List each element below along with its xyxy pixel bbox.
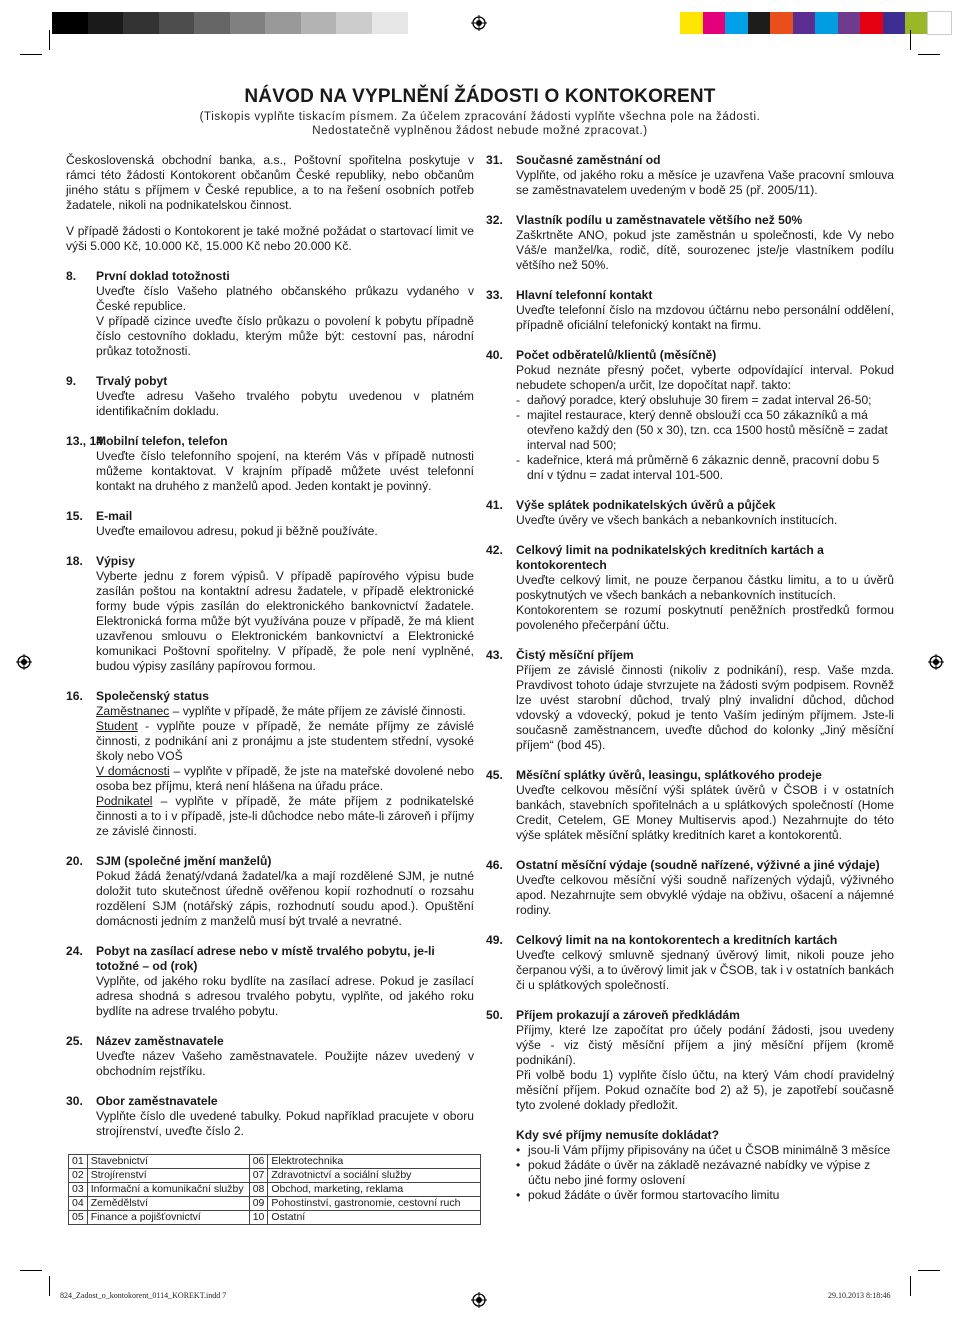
grayscale-bar (52, 12, 407, 34)
table-row (69, 1197, 481, 1211)
section-heading: SJM (společné jmění manželů) (96, 854, 272, 868)
section-text: Vyplňte číslo dle uvedené tabulky. Pokud například pracujete v oboru strojírenství, uveďte číslo 2. (96, 1109, 474, 1138)
sector-cell: Zemědělství (87, 1197, 249, 1211)
code-cell: 08 (249, 1183, 268, 1197)
example-item: - majitel restaurace, který denně obslouží cca 50 zákazníků a má otevřeno každý den (50 x 30), tzn. cca 1500 hostů měsíčně = zadat interval nad 500; (516, 408, 894, 453)
section-9 (66, 374, 474, 419)
gray-swatch (301, 12, 337, 34)
section-number: 40. (486, 348, 503, 362)
intro-startovaci-limit: V případě žádosti o Kontokorent je také možné požádat o startovací limit ve výši 5.000 Kč, 10.000 Kč, 15.000 Kč nebo 20.000 Kč. (66, 224, 474, 253)
section-45 (486, 768, 894, 843)
section-heading: Pobyt na zasílací adrese nebo v místě trvalého pobytu, je-li totožné – od (rok) (96, 944, 435, 973)
page-title: NÁVOD NA VYPLNĚNÍ ŽÁDOSTI O KONTOKORENT (244, 86, 716, 107)
section-heading: Název zaměstnavatele (96, 1034, 224, 1048)
table-row (69, 1155, 481, 1169)
gray-swatch (372, 12, 408, 34)
section-41 (486, 498, 894, 528)
section-text: Uveďte číslo Vašeho platného občanského průkazu vydaného v České republice. (96, 284, 474, 313)
section-16 (66, 689, 474, 839)
code-cell: 03 (69, 1183, 88, 1197)
code-cell: 10 (249, 1211, 268, 1225)
section-heading: Měsíční splátky úvěrů, leasingu, splátkového prodeje (516, 768, 822, 782)
registration-mark-icon (928, 654, 944, 670)
section-text: Pokud žádá ženatý/vdaná žadatel/ka a mají rozdělené SJM, je nutné doložit tuto skutečnost úředně ověřenou kopií rozhodnutí o rozsahu rozdělení SJM (notářský zápis, rozhodnutí soudu apod.). Opuštění domácnosti jedním z manželů musí být trvalé a nevratné. (96, 869, 474, 928)
section-heading: Celkový limit na na kontokorentech a kreditních kartách (516, 933, 838, 947)
registration-mark-icon (471, 15, 487, 31)
status-employee (96, 704, 474, 719)
crop-mark (910, 1276, 911, 1296)
intro-paragraph: Československá obchodní banka, a.s., Poštovní spořitelna poskytuje v rámci této žádosti Kontokorent občanům České republiky, nebo občanům jiného státu s příjmem v České republice, a to na řešení osobních potřeb žadatele, nikoli na podnikatelskou činnost. (66, 153, 474, 212)
sector-cell: Stavebnictví (87, 1155, 249, 1169)
section-heading: Ostatní měsíční výdaje (soudně nařízené, výživné a jiné výdaje) (516, 858, 880, 872)
table-row (69, 1169, 481, 1183)
status-term: Podnikatel (96, 794, 153, 808)
right-column (486, 153, 894, 1203)
exemption-item: • pokud žádáte o úvěr na základě nezávazné nabídky ve výpise z účtu nebo jiné formy oslovení (516, 1158, 894, 1188)
gray-swatch (159, 12, 195, 34)
crop-mark (20, 54, 42, 55)
sector-cell: Pohostinství, gastronomie, cestovní ruch (268, 1197, 481, 1211)
footer-timestamp: 29.10.2013 8:18:46 (828, 1291, 891, 1300)
crop-mark (918, 1270, 940, 1271)
section-number: 42. (486, 543, 503, 557)
left-column (66, 153, 474, 1139)
section-text: V případě cizince uveďte číslo průkazu o povolení k pobytu případně číslo cestovního dokladu, kterým může být: cestovní pas, národní průkaz totožnosti. (96, 314, 474, 358)
section-text: Při volbě bodu 1) vyplňte číslo účtu, na který Vám chodí pravidelný měsíční příjem. Pokud označíte bod 2) až 5), je zapotřebí současně tyto zvolené doklady předložit. (516, 1068, 894, 1112)
color-swatch (928, 12, 951, 34)
section-text: Uveďte číslo telefonního spojení, na kterém Vás v případě nutnosti můžeme kontaktovat. V krajním případě můžete uvést telefonní kontakt na druhého z manželů apod. Jeden kontakt je povinný. (96, 449, 474, 493)
section-heading: První doklad totožnosti (96, 269, 230, 283)
section-heading: Celkový limit na podnikatelských kreditních kartách a kontokorentech (516, 543, 824, 572)
crop-mark (49, 30, 50, 50)
gray-swatch (230, 12, 266, 34)
color-swatch (770, 12, 793, 34)
color-swatch (725, 12, 748, 34)
crop-mark (910, 30, 911, 50)
section-text: Uveďte adresu Vašeho trvalého pobytu uvedenou v platném identifikačním dokladu. (96, 389, 474, 418)
section-8 (66, 269, 474, 359)
section-number: 41. (486, 498, 503, 512)
section-15 (66, 509, 474, 539)
gray-swatch (123, 12, 159, 34)
section-text: Uveďte celkovou měsíční výši splátek úvěrů v ČSOB i v ostatních bankách, stavebních spořitelnách a u splátkových společností (Home Credit, Cetelem, GE Money Multiservis apod.) Nezahrnujte do této výše splátek měsíční splátky kreditních karet a kontokorentů. (516, 783, 894, 842)
section-number: 8. (66, 269, 77, 283)
section-49 (486, 933, 894, 993)
status-household (96, 764, 474, 794)
section-heading: Čistý měsíční příjem (516, 648, 634, 662)
section-number: 32. (486, 213, 503, 227)
section-number: 24. (66, 944, 83, 958)
section-heading: Počet odběratelů/klientů (měsíčně) (516, 348, 717, 362)
status-term: Zaměstnanec (96, 704, 170, 718)
code-cell: 04 (69, 1197, 88, 1211)
section-13-14 (66, 434, 474, 494)
color-swatch (883, 12, 906, 34)
section-50 (486, 1008, 894, 1113)
crop-mark (49, 1276, 50, 1296)
section-heading: Společenský status (96, 689, 209, 703)
section-number: 46. (486, 858, 503, 872)
sector-code-table (68, 1154, 481, 1225)
section-heading: Současné zaměstnání od (516, 153, 661, 167)
gray-swatch (88, 12, 124, 34)
section-number: 16. (66, 689, 83, 703)
status-description: – vyplňte v případě, že máte příjem ze závislé činnosti. (169, 704, 466, 718)
exemptions-heading: Kdy své příjmy nemusíte dokládat? (516, 1128, 719, 1142)
section-number: 25. (66, 1034, 83, 1048)
section-heading: Výše splátek podnikatelských úvěrů a půjček (516, 498, 776, 512)
color-swatch (905, 12, 928, 34)
section-31 (486, 153, 894, 198)
section-text: Uveďte úvěry ve všech bankách a nebankovních institucích. (516, 513, 838, 527)
section-text: Uveďte celkový smluvně sjednaný úvěrový limit, nikoli pouze jeho čerpanou výši, a to úvěrový limit jak v ČSOB, tak i v ostatních bankách či u splátkových společností. (516, 948, 894, 992)
color-swatch (815, 12, 838, 34)
section-33 (486, 288, 894, 333)
status-description: – vyplňte v případě, že jste na mateřské dovolené nebo osoba bez příjmu, která není hlášena na úřadu práce. (96, 764, 474, 793)
table-row (69, 1183, 481, 1197)
section-40 (486, 348, 894, 483)
exemption-item: • jsou-li Vám příjmy připisovány na účet u ČSOB minimálně 3 měsíce (516, 1143, 894, 1158)
status-description: – vyplňte v případě, že máte příjem z podnikatelské činnosti a to i v případě, jste-li důchodce nebo máte-li zároveň i příjmy ze závislé činnosti. (96, 794, 474, 838)
color-swatch (838, 12, 861, 34)
section-number: 15. (66, 509, 83, 523)
section-text: Vyberte jednu z forem výpisů. V případě papírového výpisu bude zasílán poštou na kontaktní adresu žadatele, v případě elektronické formy bude výpis zasílán do elektronického bankovnictví žadatele. Elektronická forma může být využívána pouze v případě, že má klient uzavřenou smlouvu o Elektronickém bankovnictví a Elektronické komunikaci Poštovní spořitelny. V případě, že pole není vyplněné, budou výpisy zasílány papírovou formou. (96, 569, 474, 673)
section-text: Uveďte emailovou adresu, pokud ji běžně používáte. (96, 524, 378, 538)
gray-swatch (336, 12, 372, 34)
section-number: 33. (486, 288, 503, 302)
sector-cell: Finance a pojišťovnictví (87, 1211, 249, 1225)
section-number: 30. (66, 1094, 83, 1108)
section-number: 13., 14. (66, 434, 107, 448)
sector-cell: Strojírenství (87, 1169, 249, 1183)
section-text: Příjmy, které lze započítat pro účely podání žádosti, jsou uvedeny výše - viz čistý měsíční příjem a jiný měsíční příjem (kromě podnikání). (516, 1023, 894, 1067)
color-swatch (703, 12, 726, 34)
status-term: V domácnosti (96, 764, 170, 778)
gray-swatch (265, 12, 301, 34)
section-text: Příjem ze závislé činnosti (nikoliv z podnikání), resp. Vaše mzda. Pravdivost tohoto údaje stvrzujete na žádosti svým podpisem. Rovněž lze uvést starobní důchod, trvalý plný invalidní důchod, důchod vdovský a vdovecký, pokud je tento Vaším jediným příjmem. Jste-li současně zaměstnancem, uveďte důchod do kolonky „Jiný měsíční příjem“ (bod 45). (516, 663, 894, 752)
section-text: Pokud neznáte přesný počet, vyberte odpovídající interval. Pokud nebudete schopen/a určit, lze dopočítat např. takto: (516, 363, 894, 392)
color-swatch (680, 12, 703, 34)
section-30 (66, 1094, 474, 1139)
code-cell: 07 (249, 1169, 268, 1183)
section-text: Uveďte celkovou měsíční výši soudně nařízených výdajů, výživného apod. Nezahrnujte sem obvyklé výdaje na obživu, ošacení a nájemné rodiny. (516, 873, 894, 917)
section-number: 49. (486, 933, 503, 947)
section-number: 20. (66, 854, 83, 868)
section-heading: Hlavní telefonní kontakt (516, 288, 653, 302)
sector-cell: Ostatní (268, 1211, 481, 1225)
section-number: 31. (486, 153, 503, 167)
example-item: - kadeřnice, která má průměrně 6 zákaznic denně, pracovní dobu 5 dní v týdnu = zadat interval 101-500. (516, 453, 894, 483)
section-number: 50. (486, 1008, 503, 1022)
section-text: Kontokorentem se rozumí poskytnutí peněžních prostředků formou povoleného přečerpání účtu. (516, 603, 894, 632)
sector-cell: Informační a komunikační služby (87, 1183, 249, 1197)
section-heading: E-mail (96, 509, 133, 523)
subtitle-line-2: Nedostatečně vyplněnou žádost nebude možné zpracovat.) (312, 125, 648, 137)
section-42 (486, 543, 894, 633)
gray-swatch (194, 12, 230, 34)
crop-mark (918, 54, 940, 55)
section-text: Uveďte telefonní číslo na mzdovou účtárnu nebo personální oddělení, případně oficiální telefonický kontakt na firmu. (516, 303, 894, 332)
section-number: 9. (66, 374, 77, 388)
section-heading: Mobilní telefon, telefon (96, 434, 228, 448)
color-swatch (793, 12, 816, 34)
code-cell: 06 (249, 1155, 268, 1169)
section-heading: Výpisy (96, 554, 135, 568)
section-46 (486, 858, 894, 918)
section-number: 45. (486, 768, 503, 782)
section-32 (486, 213, 894, 273)
section-heading: Obor zaměstnavatele (96, 1094, 218, 1108)
status-description: - vyplňte pouze v případě, že nemáte příjmy ze závislé činnosti, z podnikání ani z pronájmu a jste studentem střední, vysoké školy nebo VOŠ (96, 719, 474, 763)
section-18 (66, 554, 474, 674)
status-term: Student (96, 719, 138, 733)
color-swatch (748, 12, 771, 34)
registration-mark-icon (16, 654, 32, 670)
code-cell: 05 (69, 1211, 88, 1225)
exemption-item: • pokud žádáte o úvěr formou startovacího limitu (516, 1188, 894, 1203)
color-swatch (860, 12, 883, 34)
section-20 (66, 854, 474, 929)
sector-cell: Elektrotechnika (268, 1155, 481, 1169)
code-cell: 02 (69, 1169, 88, 1183)
sector-cell: Zdravotnictví a sociální služby (268, 1169, 481, 1183)
section-heading: Příjem prokazují a zároveň předkládám (516, 1008, 740, 1022)
section-number: 18. (66, 554, 83, 568)
section-heading: Trvalý pobyt (96, 374, 168, 388)
section-text: Vyplňte, od jakého roku bydlíte na zasílací adrese. Pokud je zasílací adresa shodná s adresou trvalého pobytu, vyplňte, od jakého roku bydlíte na adrese trvalého pobytu. (96, 974, 474, 1018)
section-text: Vyplňte, od jakého roku a měsíce je uzavřena Vaše pracovní smlouva se zaměstnavatelem uvedeným v bodě 25 (př. 2005/11). (516, 168, 894, 197)
footer-filename: 824_Zadost_o_kontokorent_0114_KOREKT.indd 7 (60, 1291, 227, 1300)
section-25 (66, 1034, 474, 1079)
section-text: Uveďte celkový limit, ne pouze čerpanou částku limitu, a to u úvěrů poskytnutých ve všech bankách a nebankovních institucích. (516, 573, 894, 602)
status-student (96, 719, 474, 764)
table-row (69, 1211, 481, 1225)
section-24 (66, 944, 474, 1019)
gray-swatch (52, 12, 88, 34)
subtitle-line-1: (Tiskopis vyplňte tiskacím písmem. Za účelem zpracování žádosti vyplňte všechna pole na žádosti. (199, 111, 761, 123)
code-cell: 01 (69, 1155, 88, 1169)
section-text: Zaškrtněte ANO, pokud jste zaměstnán u společnosti, kde Vy nebo Váš/e manžel/ka, rodič, dítě, sourozenec jste/je vlastníkem podílu většího než 50%. (516, 228, 894, 272)
section-heading: Vlastník podílu u zaměstnavatele většího než 50% (516, 213, 803, 227)
section-43 (486, 648, 894, 753)
code-cell: 09 (249, 1197, 268, 1211)
registration-mark-icon (471, 1292, 487, 1308)
section-number: 43. (486, 648, 503, 662)
income-proof-exemptions (486, 1128, 894, 1203)
example-item: - daňový poradce, který obsluhuje 30 firem = zadat interval 26-50; (516, 393, 894, 408)
section-text: Uveďte název Vašeho zaměstnavatele. Použijte název uvedený v obchodním rejstříku. (96, 1049, 474, 1078)
crop-mark (20, 1270, 42, 1271)
status-entrepreneur (96, 794, 474, 839)
sector-cell: Obchod, marketing, reklama (268, 1183, 481, 1197)
